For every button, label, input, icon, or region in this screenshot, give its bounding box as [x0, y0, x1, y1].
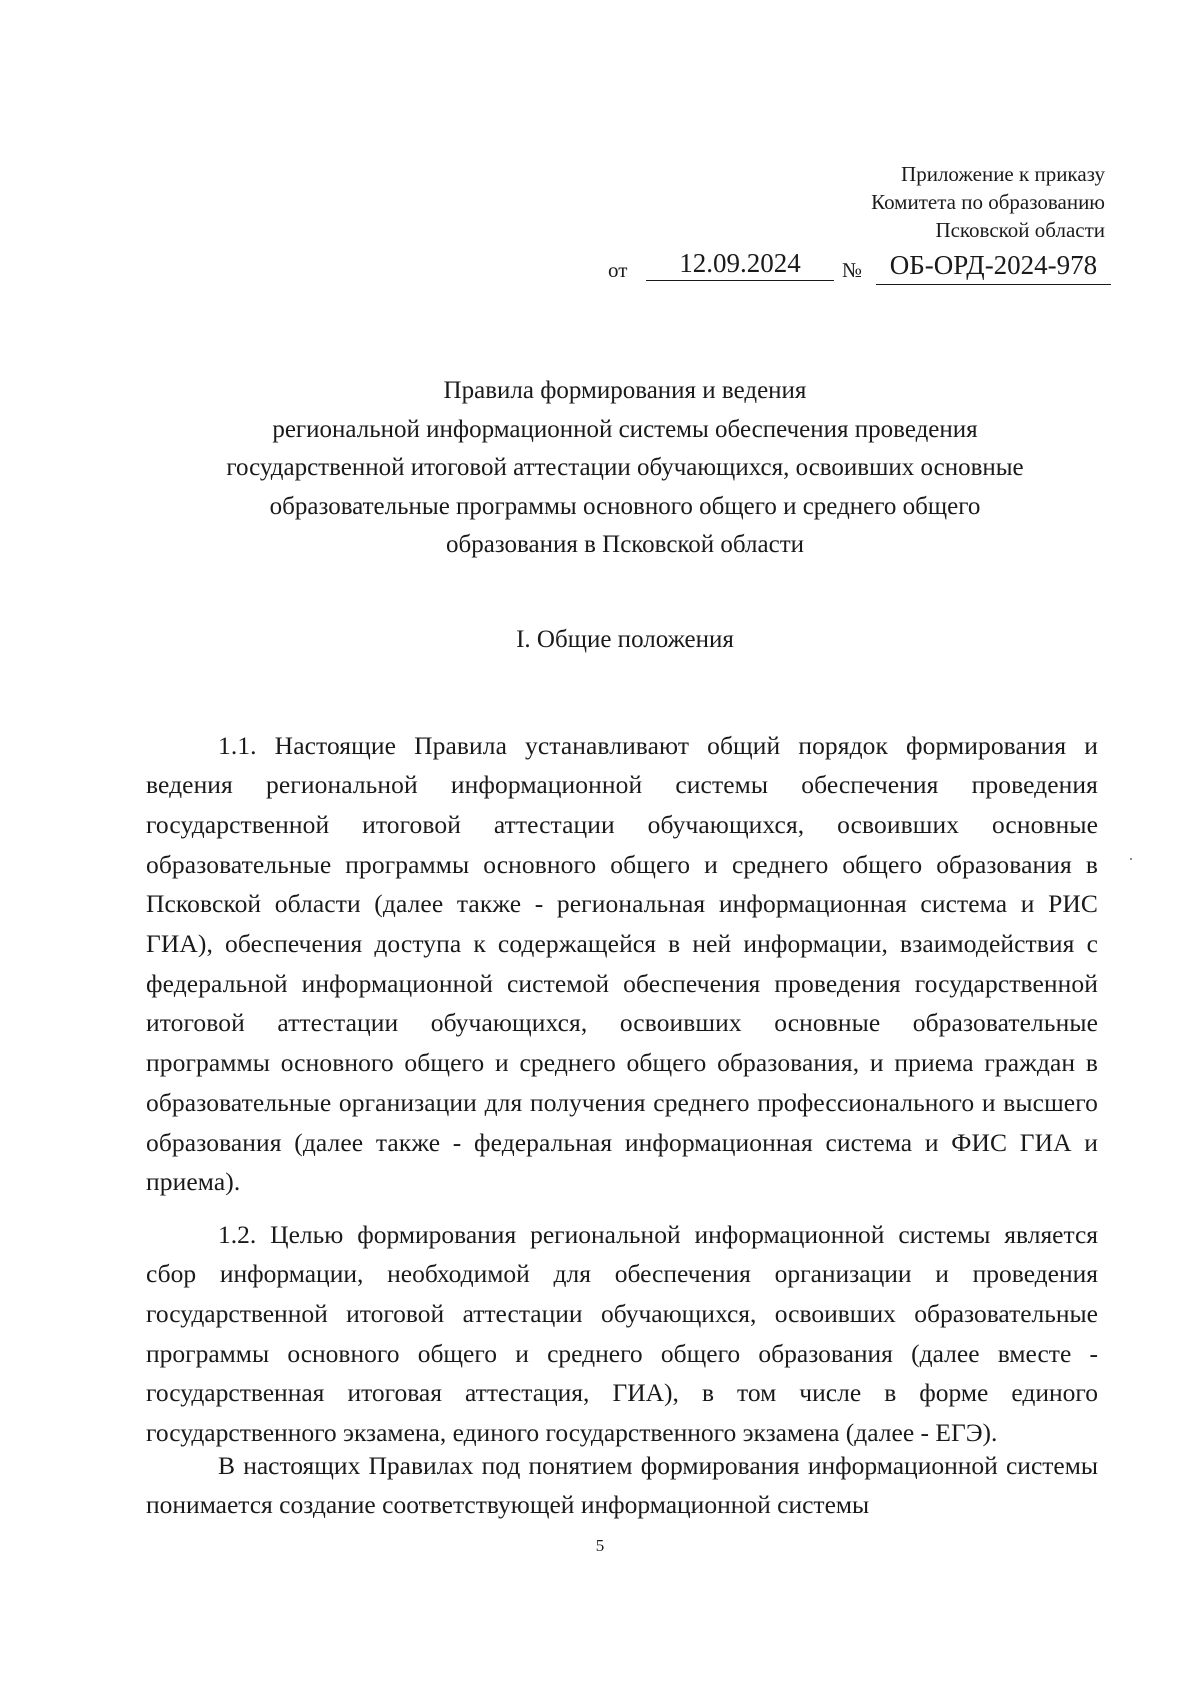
order-number: ОБ-ОРД-2024-978: [876, 246, 1111, 285]
order-date: 12.09.2024: [646, 246, 834, 281]
paragraph-1-1: 1.1. Настоящие Правила устанавливают общий порядок формирования и ведения региональной информационной системы обеспечения проведения государственной итоговой аттестации обучающихся, освоивших основные образовательные программы основного общего и среднего общего образования в Псковской области (далее также - региональная информационная система и РИС ГИА), обеспечения доступа к содержащейся в ней информации, взаимодействия с федеральной информационной системой обеспечения проведения государственной итоговой аттестации обучающихся, освоивших основные образовательные программы основного общего и среднего общего образования, и приема граждан в образовательные организации для получения среднего профессионального и высшего образования (далее также - федеральная информационная система и ФИС ГИА и приема).: [146, 730, 1098, 1197]
order-details: [608, 246, 1116, 286]
section-heading: I. Общие положения: [516, 626, 734, 653]
title-line: региональной информационной системы обеспечения проведения: [272, 415, 978, 443]
page-number: 5: [595, 1536, 605, 1555]
title-line: образовательные программы основного общего и среднего общего: [269, 492, 981, 520]
appendix-block: [871, 160, 1105, 244]
paragraph-definitions: В настоящих Правилах под понятием формирования информационной системы понимается создание соответствующей информационной системы: [146, 1450, 1098, 1520]
appendix-line: Псковской области: [935, 218, 1105, 242]
title-line: образования в Псковской области: [445, 531, 805, 558]
title-line: государственной итоговой аттестации обучающихся, освоивших основные: [226, 454, 1024, 481]
paragraph-1-2: 1.2. Целью формирования региональной информационной системы является сбор информации, необходимой для обеспечения организации и проведения государственной итоговой аттестации обучающихся, освоивших образовательные программы основного общего и среднего общего образования (далее вместе - государственная итоговая аттестация, ГИА), в том числе в форме единого государственного экзамена, единого государственного экзамена (далее - ЕГЭ).: [146, 1219, 1098, 1448]
appendix-line: Комитета по образованию: [871, 190, 1105, 214]
order-from-label: от: [608, 258, 628, 282]
order-number-label: №: [842, 258, 863, 282]
document-title: [150, 372, 1100, 565]
appendix-line: Приложение к приказу: [901, 162, 1105, 186]
scan-speck: [1130, 858, 1132, 860]
title-line: Правила формирования и ведения: [443, 377, 807, 404]
